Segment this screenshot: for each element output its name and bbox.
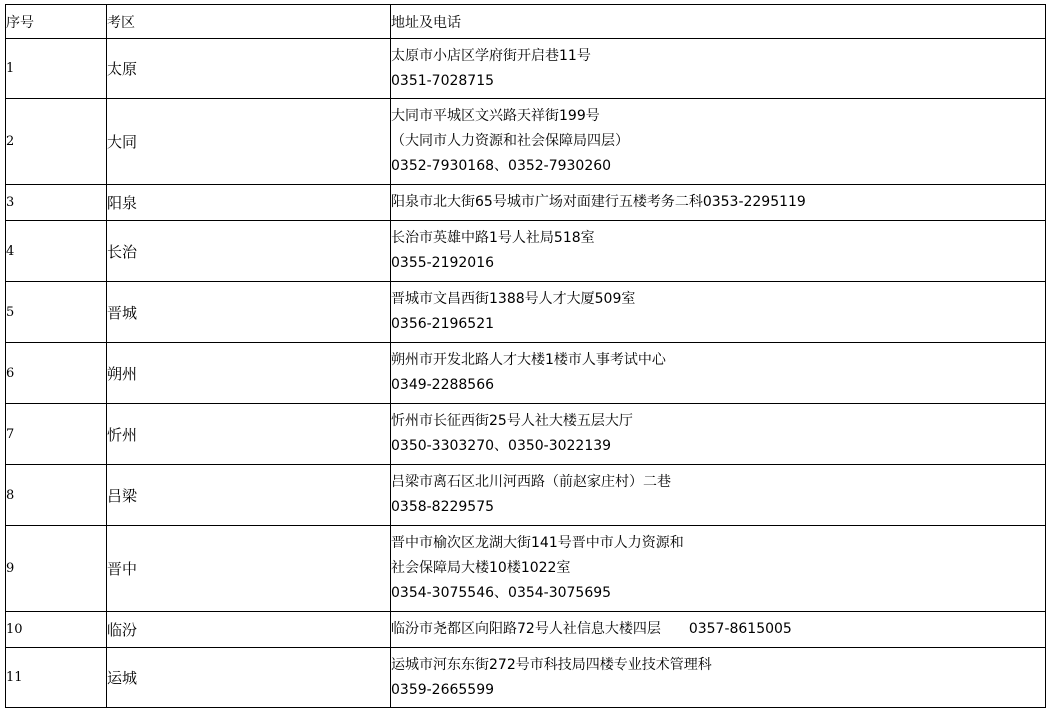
address-line: 0359-2665599 bbox=[391, 681, 495, 698]
address-line: 晋中市榆次区龙湖大街141号晋中市人力资源和 bbox=[391, 535, 684, 551]
row-number: 7 bbox=[6, 404, 107, 465]
exam-area: 晋城 bbox=[107, 282, 391, 343]
address-phone bbox=[391, 343, 1046, 404]
exam-area: 长治 bbox=[107, 221, 391, 282]
address-phone bbox=[391, 99, 1046, 185]
address-phone bbox=[391, 404, 1046, 465]
address-phone bbox=[391, 282, 1046, 343]
exam-area: 晋中 bbox=[107, 526, 391, 612]
address-line: （大同市人力资源和社会保障局四层） bbox=[391, 133, 629, 149]
exam-area: 太原 bbox=[107, 39, 391, 99]
address-line: 太原市小店区学府街开启巷11号 bbox=[391, 47, 591, 64]
row-number: 4 bbox=[6, 221, 107, 282]
address-line: 朔州市开发北路人才大楼1楼市人事考试中心 bbox=[391, 352, 666, 368]
address-phone bbox=[391, 185, 1046, 221]
address-line: 临汾市尧都区向阳路72号人社信息大楼四层 0357-8615005 bbox=[391, 621, 792, 637]
header-no: 序号 bbox=[6, 5, 107, 39]
table-row bbox=[6, 404, 1046, 465]
table-row bbox=[6, 648, 1046, 708]
address-phone bbox=[391, 612, 1046, 648]
address-line: 0358-8229575 bbox=[391, 499, 495, 515]
address-line: 0356-2196521 bbox=[391, 316, 495, 332]
address-phone bbox=[391, 648, 1046, 708]
address-line: 0355-2192016 bbox=[391, 255, 495, 271]
address-line: 运城市河东东街272号市科技局四楼专业技术管理科 bbox=[391, 656, 712, 673]
table-row bbox=[6, 465, 1046, 526]
row-number: 8 bbox=[6, 465, 107, 526]
address-line: 0354-3075546、0354-3075695 bbox=[391, 585, 612, 601]
address-line: 0350-3303270、0350-3022139 bbox=[391, 438, 612, 454]
header-area: 考区 bbox=[107, 5, 391, 39]
address-line: 0349-2288566 bbox=[391, 377, 495, 393]
address-phone bbox=[391, 526, 1046, 612]
exam-area: 运城 bbox=[107, 648, 391, 708]
table-row bbox=[6, 99, 1046, 185]
address-phone bbox=[391, 465, 1046, 526]
exam-area: 朔州 bbox=[107, 343, 391, 404]
address-line: 吕梁市离石区北川河西路（前赵家庄村）二巷 bbox=[391, 474, 671, 490]
address-line: 0352-7930168、0352-7930260 bbox=[391, 158, 612, 174]
table-row bbox=[6, 526, 1046, 612]
row-number: 10 bbox=[6, 612, 107, 648]
table-row bbox=[6, 612, 1046, 648]
address-line: 晋城市文昌西街1388号人才大厦509室 bbox=[391, 291, 636, 307]
address-line: 阳泉市北大街65号城市广场对面建行五楼考务二科0353-2295119 bbox=[391, 194, 806, 210]
row-number: 9 bbox=[6, 526, 107, 612]
address-phone bbox=[391, 221, 1046, 282]
row-number: 11 bbox=[6, 648, 107, 708]
exam-area: 大同 bbox=[107, 99, 391, 185]
exam-area: 阳泉 bbox=[107, 185, 391, 221]
exam-center-table bbox=[5, 4, 1046, 708]
table-row bbox=[6, 39, 1046, 99]
address-phone bbox=[391, 39, 1046, 99]
exam-area: 忻州 bbox=[107, 404, 391, 465]
table-row bbox=[6, 221, 1046, 282]
address-line: 大同市平城区文兴路天祥街199号 bbox=[391, 108, 600, 124]
header-address: 地址及电话 bbox=[391, 5, 1046, 39]
exam-area: 临汾 bbox=[107, 612, 391, 648]
table-row bbox=[6, 185, 1046, 221]
row-number: 6 bbox=[6, 343, 107, 404]
table-row bbox=[6, 343, 1046, 404]
address-line: 长治市英雄中路1号人社局518室 bbox=[391, 230, 595, 246]
row-number: 1 bbox=[6, 39, 107, 99]
exam-area: 吕梁 bbox=[107, 465, 391, 526]
address-line: 忻州市长征西街25号人社大楼五层大厅 bbox=[391, 413, 633, 429]
row-number: 3 bbox=[6, 185, 107, 221]
address-line: 社会保障局大楼10楼1022室 bbox=[391, 560, 571, 576]
table-row bbox=[6, 282, 1046, 343]
row-number: 5 bbox=[6, 282, 107, 343]
header-row bbox=[6, 5, 1046, 39]
row-number: 2 bbox=[6, 99, 107, 185]
address-line: 0351-7028715 bbox=[391, 72, 495, 89]
